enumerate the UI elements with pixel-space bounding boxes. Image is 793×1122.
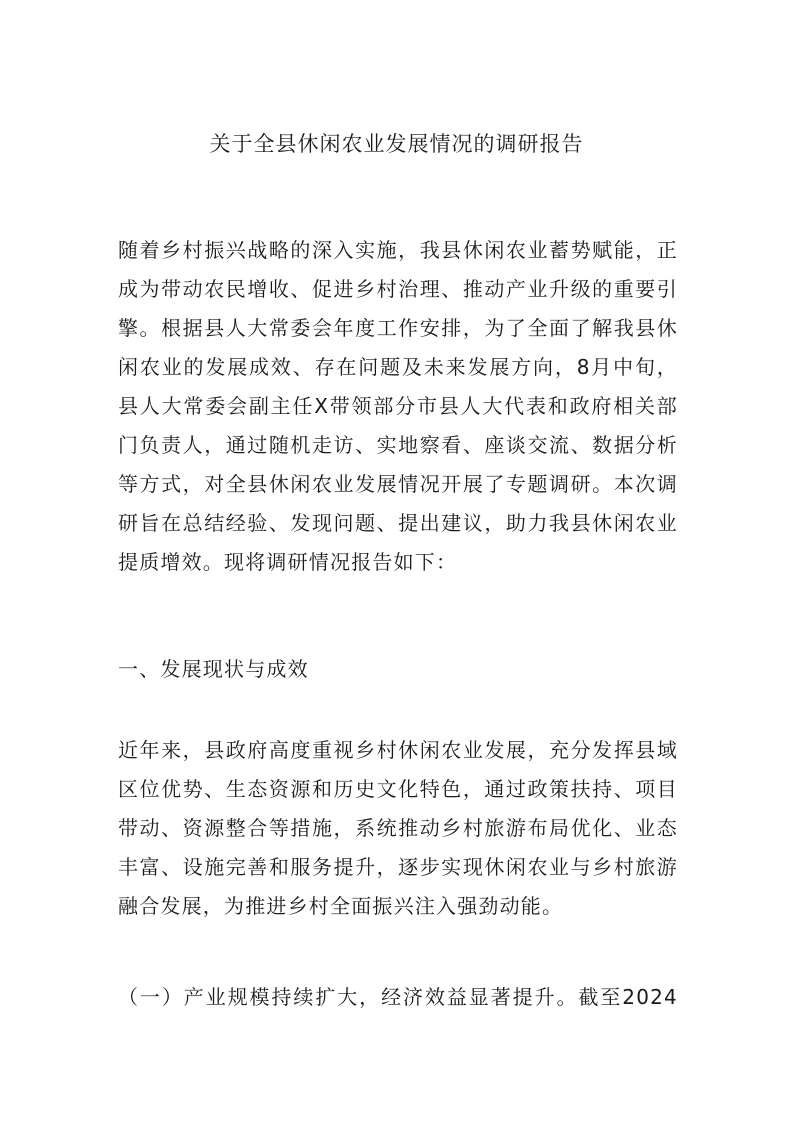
section-line: 丰富、设施完善和服务提升，逐步实现休闲农业与乡村旅游 xyxy=(118,855,678,879)
intro-line: 县人大常委会副主任X带领部分市县人大代表和政府相关部 xyxy=(118,394,678,418)
section-line: 带动、资源整合等措施，系统推动乡村旅游布局优化、业态 xyxy=(118,816,678,840)
intro-line: 擎。根据县人大常委会年度工作安排，为了全面了解我县休 xyxy=(118,316,678,340)
section-line: 融合发展，为推进乡村全面振兴注入强劲动能。 xyxy=(118,894,564,918)
section-line: 区位优势、生态资源和历史文化特色，通过政策扶持、项目 xyxy=(118,777,678,801)
intro-line: 研旨在总结经验、发现问题、提出建议，助力我县休闲农业 xyxy=(118,511,678,535)
section-paragraph xyxy=(118,731,678,926)
intro-line: 随着乡村振兴战略的深入实施，我县休闲农业蓄势赋能，正 xyxy=(118,238,678,262)
intro-line: 闲农业的发展成效、存在问题及未来发展方向，8月中旬， xyxy=(118,355,678,379)
document-title: 关于全县休闲农业发展情况的调研报告 xyxy=(209,132,584,156)
intro-line: 门负责人，通过随机走访、实地察看、座谈交流、数据分析 xyxy=(118,433,678,457)
section-line: 近年来，县政府高度重视乡村休闲农业发展，充分发挥县域 xyxy=(118,738,678,762)
section-heading: 一、发展现状与成效 xyxy=(118,657,309,681)
intro-paragraph xyxy=(118,231,678,582)
intro-line: 提质增效。现将调研情况报告如下： xyxy=(118,550,458,574)
intro-line: 等方式，对全县休闲农业发展情况开展了专题调研。本次调 xyxy=(118,472,678,496)
subsection-paragraph xyxy=(118,978,678,1017)
subsection-line: （一）产业规模持续扩大，经济效益显著提升。截至2024 xyxy=(118,985,678,1009)
intro-line: 成为带动农民增收、促进乡村治理、推动产业升级的重要引 xyxy=(118,277,678,301)
